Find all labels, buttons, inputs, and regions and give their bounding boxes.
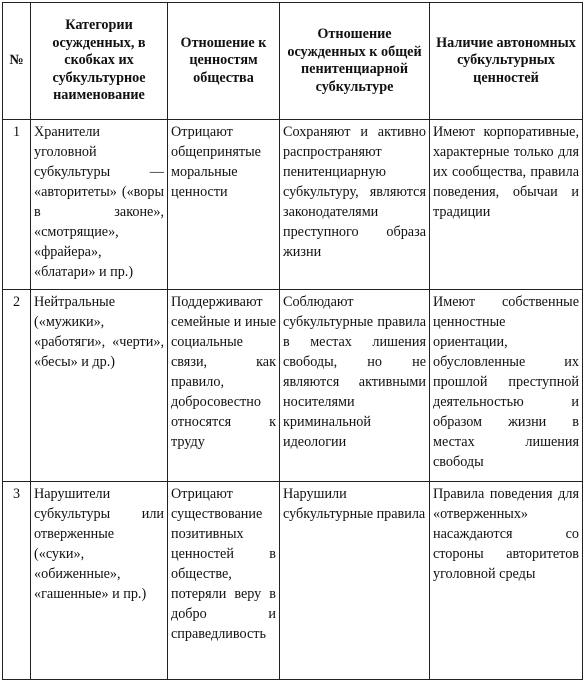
cell-society-values: Поддерживают семейные и иные социальные связи, как правило, добросовестно относятся к труду bbox=[168, 290, 280, 482]
table-row bbox=[3, 290, 583, 482]
cell-subculture-attitude: Нарушили субкультурные правила bbox=[280, 482, 430, 680]
cell-subculture-attitude: Сохраняют и активно распространяют пенитенциарную субкультуру, являются законодателями преступного образа жизни bbox=[280, 120, 430, 290]
cell-subculture-attitude: Соблюдают субкультурные правила в местах лишения свободы, но не являются активными носителями криминальной идеологии bbox=[280, 290, 430, 482]
header-society-values: Отношение к ценностям общества bbox=[168, 3, 280, 120]
row-number: 2 bbox=[3, 290, 31, 482]
table-header-row bbox=[3, 3, 583, 120]
header-autonomous-values: Наличие автономных субкультурных ценностей bbox=[430, 3, 583, 120]
convict-categories-table bbox=[2, 2, 583, 680]
cell-autonomous-values: Имеют собственные ценностные ориентации, обусловленные их прошлой преступной деятельностью и образом жизни в местах лишения свободы bbox=[430, 290, 583, 482]
cell-category: Нейтральные («мужики», «работяги», «черти», «бесы» и др.) bbox=[31, 290, 168, 482]
header-subculture-attitude: Отношение осужденных к общей пенитенциарной субкультуре bbox=[280, 3, 430, 120]
cell-society-values: Отрицают общепринятые моральные ценности bbox=[168, 120, 280, 290]
row-number: 1 bbox=[3, 120, 31, 290]
header-number: № bbox=[3, 3, 31, 120]
table-row bbox=[3, 120, 583, 290]
cell-society-values: Отрицают существование позитивных ценностей в обществе, потеряли веру в добро и справедливость bbox=[168, 482, 280, 680]
cell-autonomous-values: Имеют корпоративные, характерные только для их сообщества, правила поведения, обычаи и традиции bbox=[430, 120, 583, 290]
cell-category: Нарушители субкультуры или отверженные («суки», «обиженные», «гашенные» и пр.) bbox=[31, 482, 168, 680]
row-number: 3 bbox=[3, 482, 31, 680]
cell-category: Хранители уголовной субкультуры — «авторитеты» («воры в законе», «смотрящие», «фрайера», «блатари» и пр.) bbox=[31, 120, 168, 290]
header-categories: Категории осужденных, в скобках их субкультурное наименование bbox=[31, 3, 168, 120]
cell-autonomous-values: Правила поведения для «отверженных» насаждаются со стороны авторитетов уголовной среды bbox=[430, 482, 583, 680]
table-row bbox=[3, 482, 583, 680]
